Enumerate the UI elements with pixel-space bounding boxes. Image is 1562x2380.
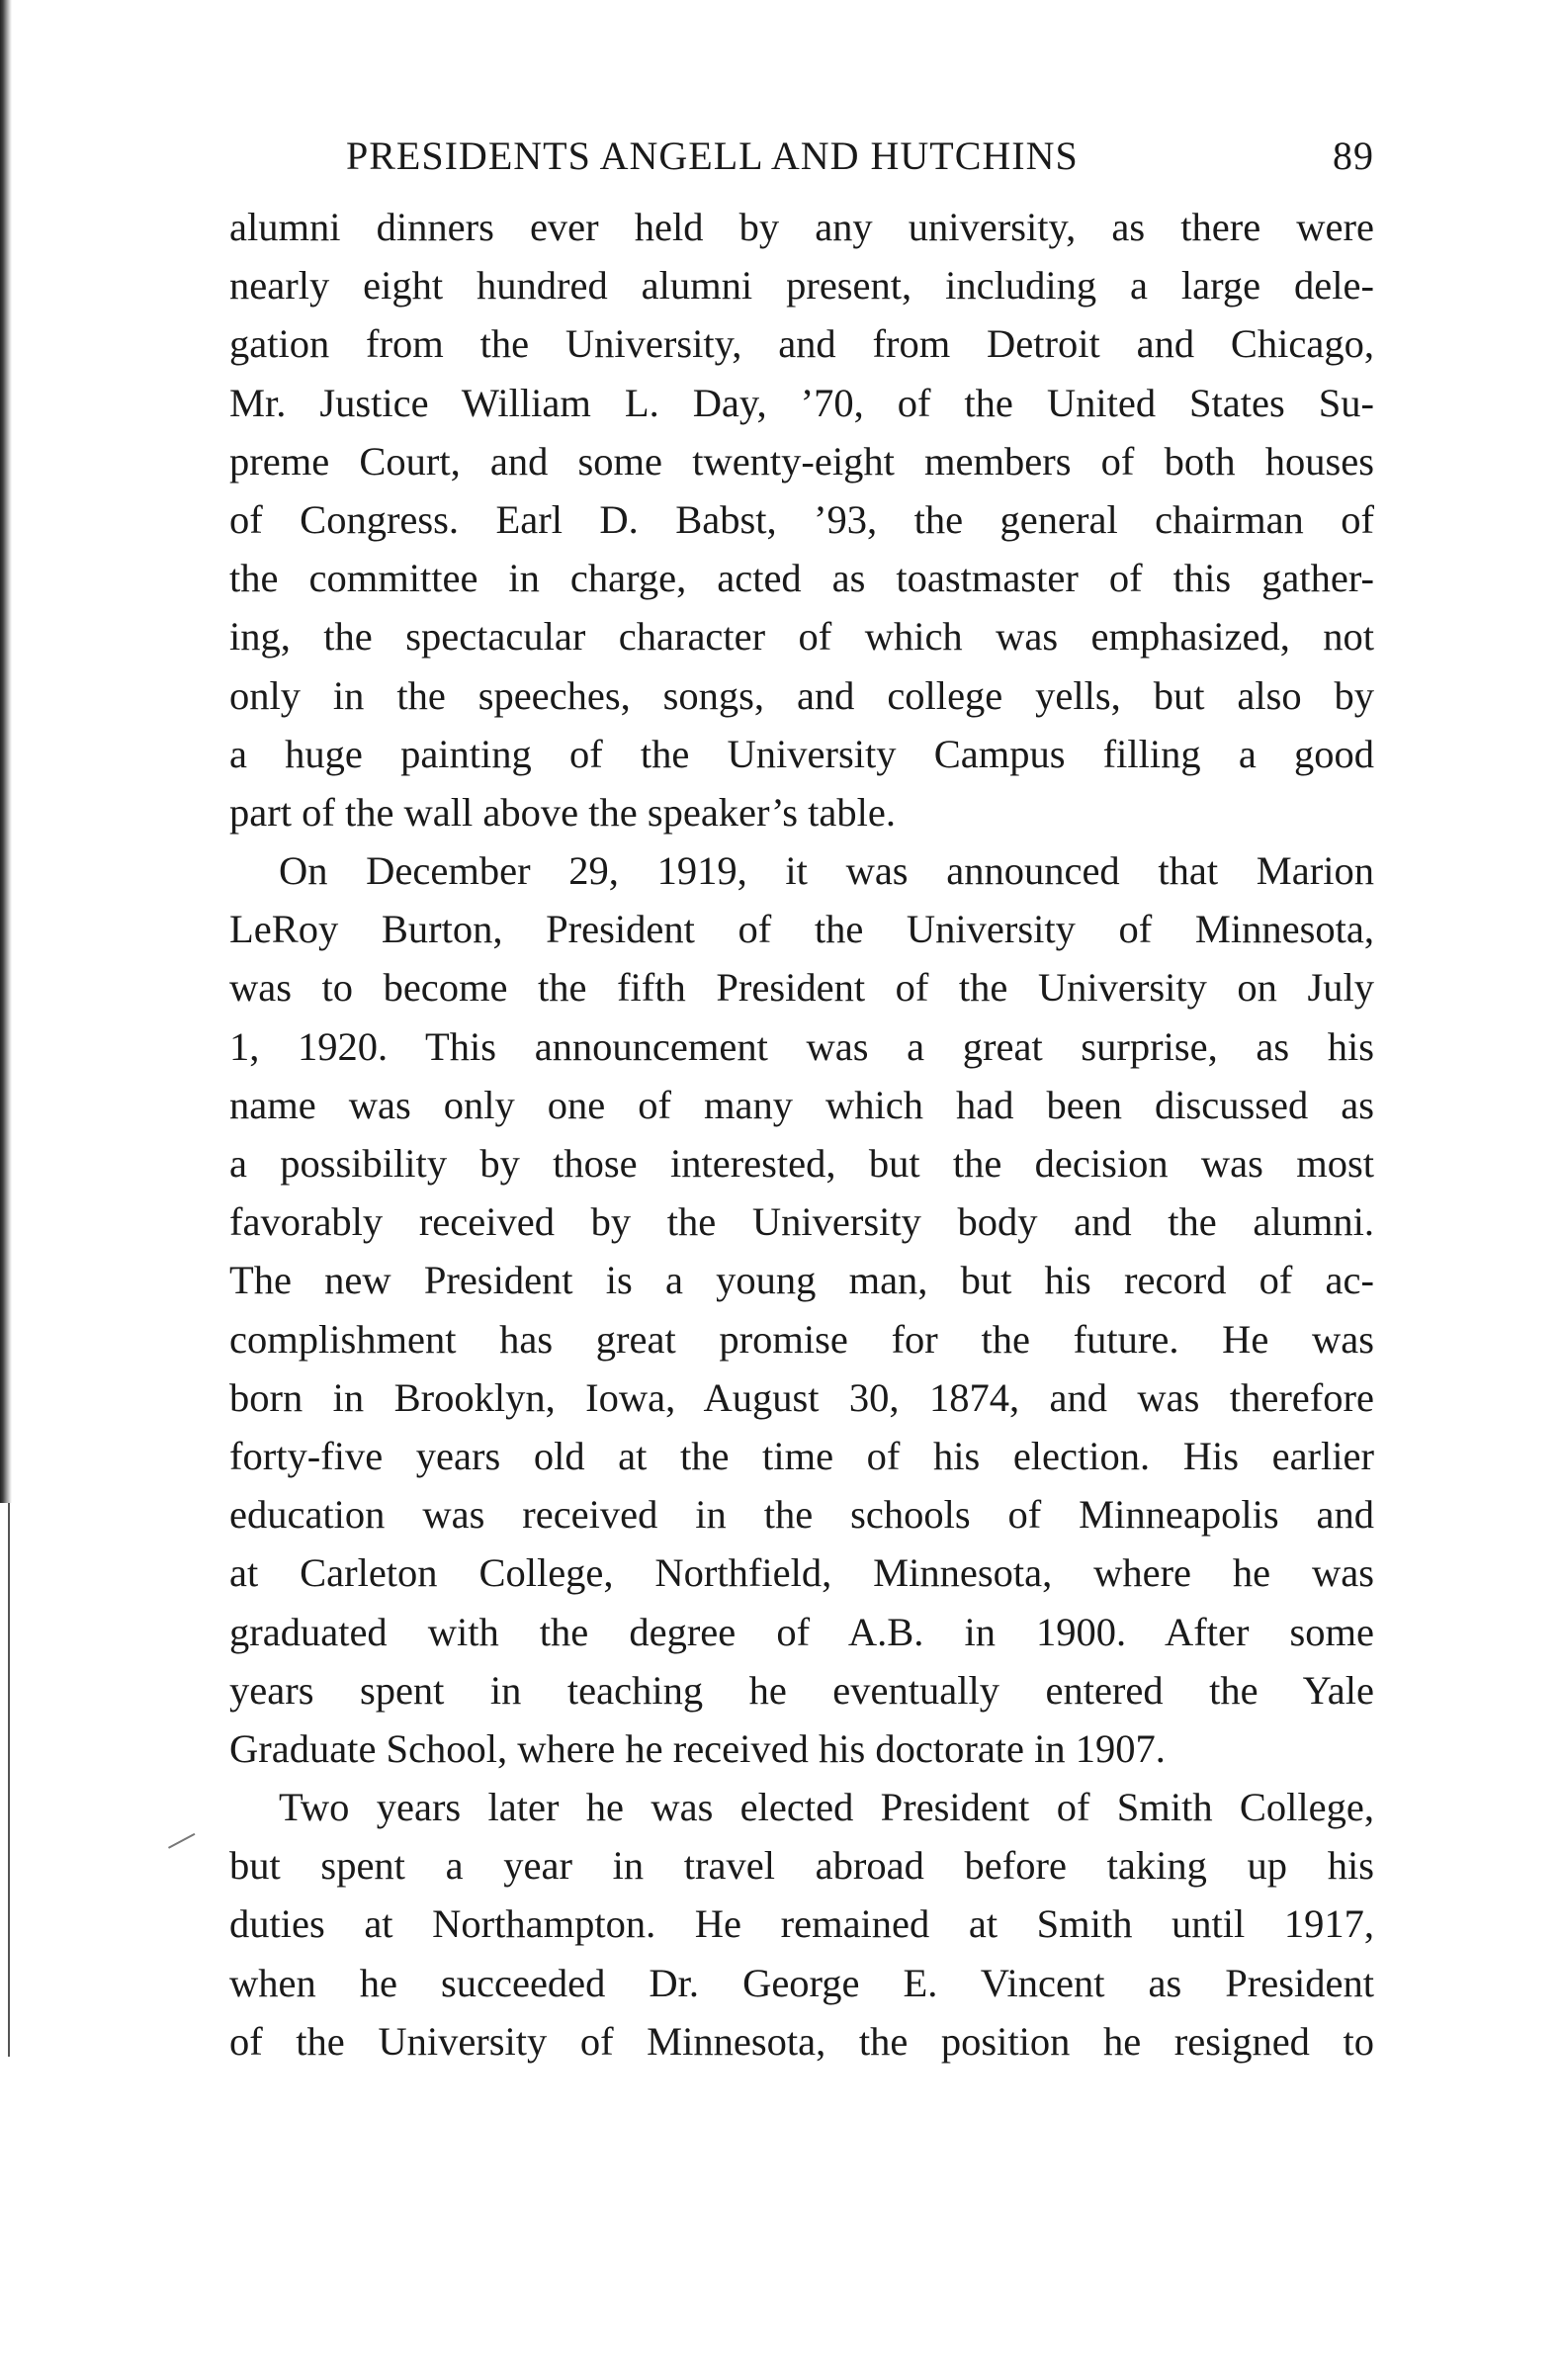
binding-edge-line	[8, 1503, 10, 2057]
text-line: alumni dinners ever held by any university, as there were	[229, 205, 1374, 249]
page-number: 89	[1333, 133, 1374, 178]
text-line: gation from the University, and from Detroit and Chicago,	[229, 321, 1374, 367]
text-line: born in Brooklyn, Iowa, August 30, 1874, and was therefore	[229, 1374, 1374, 1420]
text-line: but spent a year in travel abroad before taking up his	[229, 1843, 1374, 1889]
text-line: of the University of Minnesota, the position he resigned to	[229, 2018, 1374, 2064]
text-line: Graduate School, where he received his doctorate in 1907.	[229, 1725, 1166, 1771]
text-line: a possibility by those interested, but the decision was most	[229, 1141, 1374, 1186]
text-line: nearly eight hundred alumni present, including a large dele-	[229, 263, 1374, 309]
text-line: name was only one of many which had been discussed as	[229, 1082, 1374, 1127]
text-line: ing, the spectacular character of which was emphasized, not	[229, 614, 1374, 660]
paragraph	[229, 841, 1374, 1778]
text-line: duties at Northampton. He remained at Smith until 1917,	[229, 1901, 1374, 1947]
binding-edge	[0, 0, 12, 1503]
text-line: LeRoy Burton, President of the University of Minnesota,	[229, 907, 1374, 952]
text-line: at Carleton College, Northfield, Minnesota, where he was	[229, 1550, 1374, 1596]
text-line: education was received in the schools of Minneapolis and	[229, 1492, 1374, 1538]
text-line: part of the wall above the speaker’s table.	[229, 789, 896, 835]
text-line: graduated with the degree of A.B. in 1900. After some	[229, 1609, 1374, 1654]
text-line: The new President is a young man, but his record of ac-	[229, 1258, 1374, 1303]
paragraph	[229, 198, 1374, 841]
text-line: was to become the fifth President of the University on July	[229, 965, 1374, 1011]
text-line: Mr. Justice William L. Day, ’70, of the United States Su-	[229, 380, 1374, 425]
text-line: On December 29, 1919, it was announced that Marion	[279, 848, 1374, 894]
text-line: favorably received by the University body and the alumni.	[229, 1199, 1374, 1245]
text-line: forty-five years old at the time of his election. His earlier	[229, 1433, 1374, 1478]
text-line: the committee in charge, acted as toastmaster of this gather-	[229, 556, 1374, 601]
text-line: 1, 1920. This announcement was a great surprise, as his	[229, 1023, 1374, 1069]
text-line: of Congress. Earl D. Babst, ’93, the general chairman of	[229, 496, 1374, 542]
running-head-title: PRESIDENTS ANGELL AND HUTCHINS	[346, 133, 1079, 178]
text-line: when he succeeded Dr. George E. Vincent as President	[229, 1960, 1374, 2005]
text-line: preme Court, and some twenty-eight members of both houses	[229, 438, 1374, 484]
text-line: complishment has great promise for the future. He was	[229, 1316, 1374, 1362]
text-line: only in the speeches, songs, and college yells, but also by	[229, 672, 1374, 718]
text-line: years spent in teaching he eventually entered the Yale	[229, 1667, 1374, 1713]
text-line: Two years later he was elected President of Smith College,	[279, 1785, 1374, 1830]
paragraph	[229, 1778, 1374, 2071]
text-line: a huge painting of the University Campus filling a good	[229, 731, 1374, 776]
body-text	[229, 198, 1374, 2071]
running-head	[229, 132, 1374, 192]
stray-pencil-mark	[168, 1833, 202, 1861]
